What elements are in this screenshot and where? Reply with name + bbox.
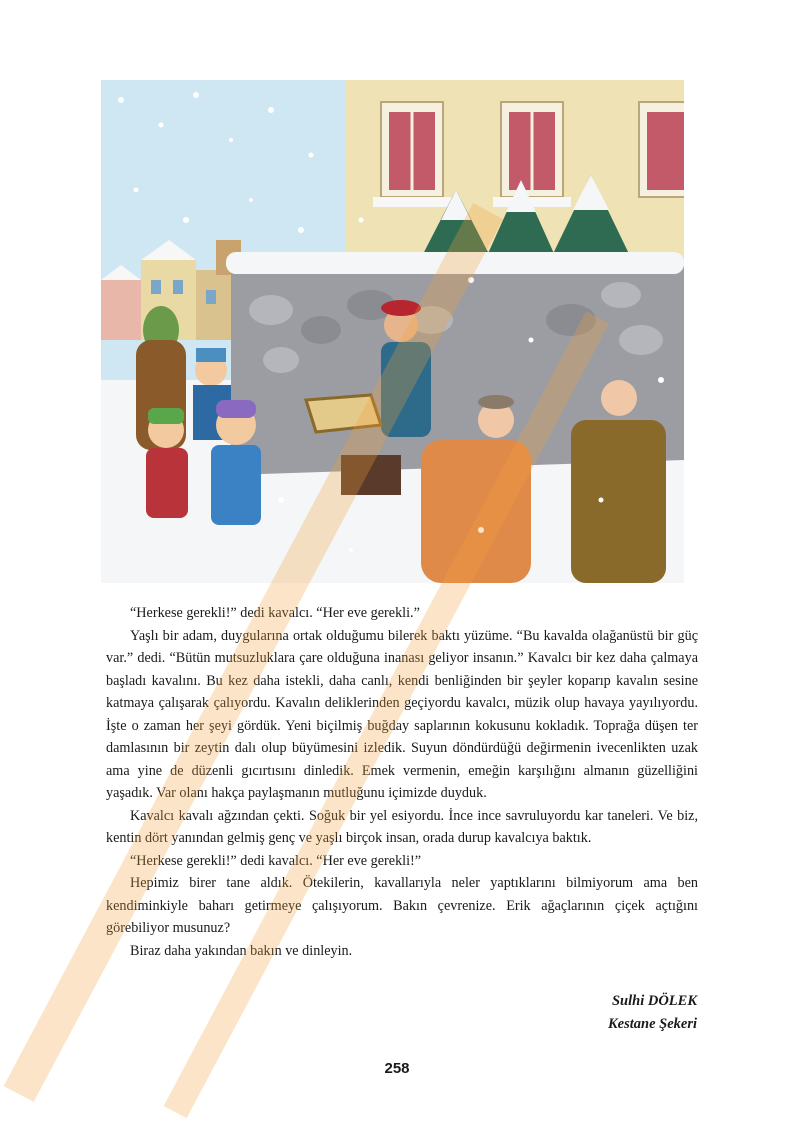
paragraph: “Herkese gerekli!” dedi kavalcı. “Her eve gerekli.” bbox=[130, 605, 420, 621]
signature bbox=[608, 990, 697, 1036]
paragraph: Biraz daha yakından bakın ve dinleyin. bbox=[130, 942, 353, 959]
paragraph: “Herkese gerekli!” dedi kavalcı. “Her eve gerekli!” bbox=[130, 852, 422, 869]
story-illustration bbox=[101, 80, 684, 583]
winter-street-scene bbox=[101, 80, 684, 583]
page-number: 258 bbox=[384, 1060, 410, 1077]
author-name: Sulhi DÖLEK bbox=[611, 993, 697, 1009]
story-text bbox=[106, 602, 698, 962]
paragraph: Hepimiz birer tane aldık. Ötekilerin, kavallarıyla neler yaptıklarını bilmiyorum ama ben kendiminkiyle baharı getirmeye çalışıyorum. Bakın çevrenize. Erik ağaçlarının çiçek açtığını görebiliyor musunuz? bbox=[106, 875, 698, 936]
source-title: Kestane Şekeri bbox=[607, 1016, 697, 1032]
paragraph: Yaşlı bir adam, duygularına ortak olduğumu bilerek baktı yüzüme. “Bu kavalda olağanüstü bir güç var.” dedi. “Bütün mutsuzluklara çare olduğuna inanası geliyor insanın.” Kavalcı bir kez daha çalmaya başladı kavalını. Bu kez daha istekli, daha canlı, kendi benliğinden bir şeyler koparıp kavalın sesine katmaya çalışarak çalıyordu. Kavalın deliklerinden geçiyordu kavalcı, müzik olup havaya yayılıyordu. İşte o zaman her şeyi gördük. Yeni biçilmiş buğday saplarının kokusunu kokladık. Toprağa düşen ter damlasının bir zeytin dalı olup büyümesini izledik. Suyun döndürdüğü değirmenin ivecenlikten uzak ama yine de düzenli gıcırtısını dinledik. Emek vermenin, emeğin karşılığını almanın güzelliğini yaşadık. Var olanı hakça paylaşmanın mutluğunu içimizde duyduk. bbox=[106, 627, 698, 801]
paragraph: Kavalcı kavalı ağzından çekti. Soğuk bir yel esiyordu. İnce ince savruluyordu kar taneleri. Ve biz, kentin dört yanından gelmiş genç ve yaşlı birçok insan, orada durup kavalcıya baktık. bbox=[106, 807, 698, 846]
